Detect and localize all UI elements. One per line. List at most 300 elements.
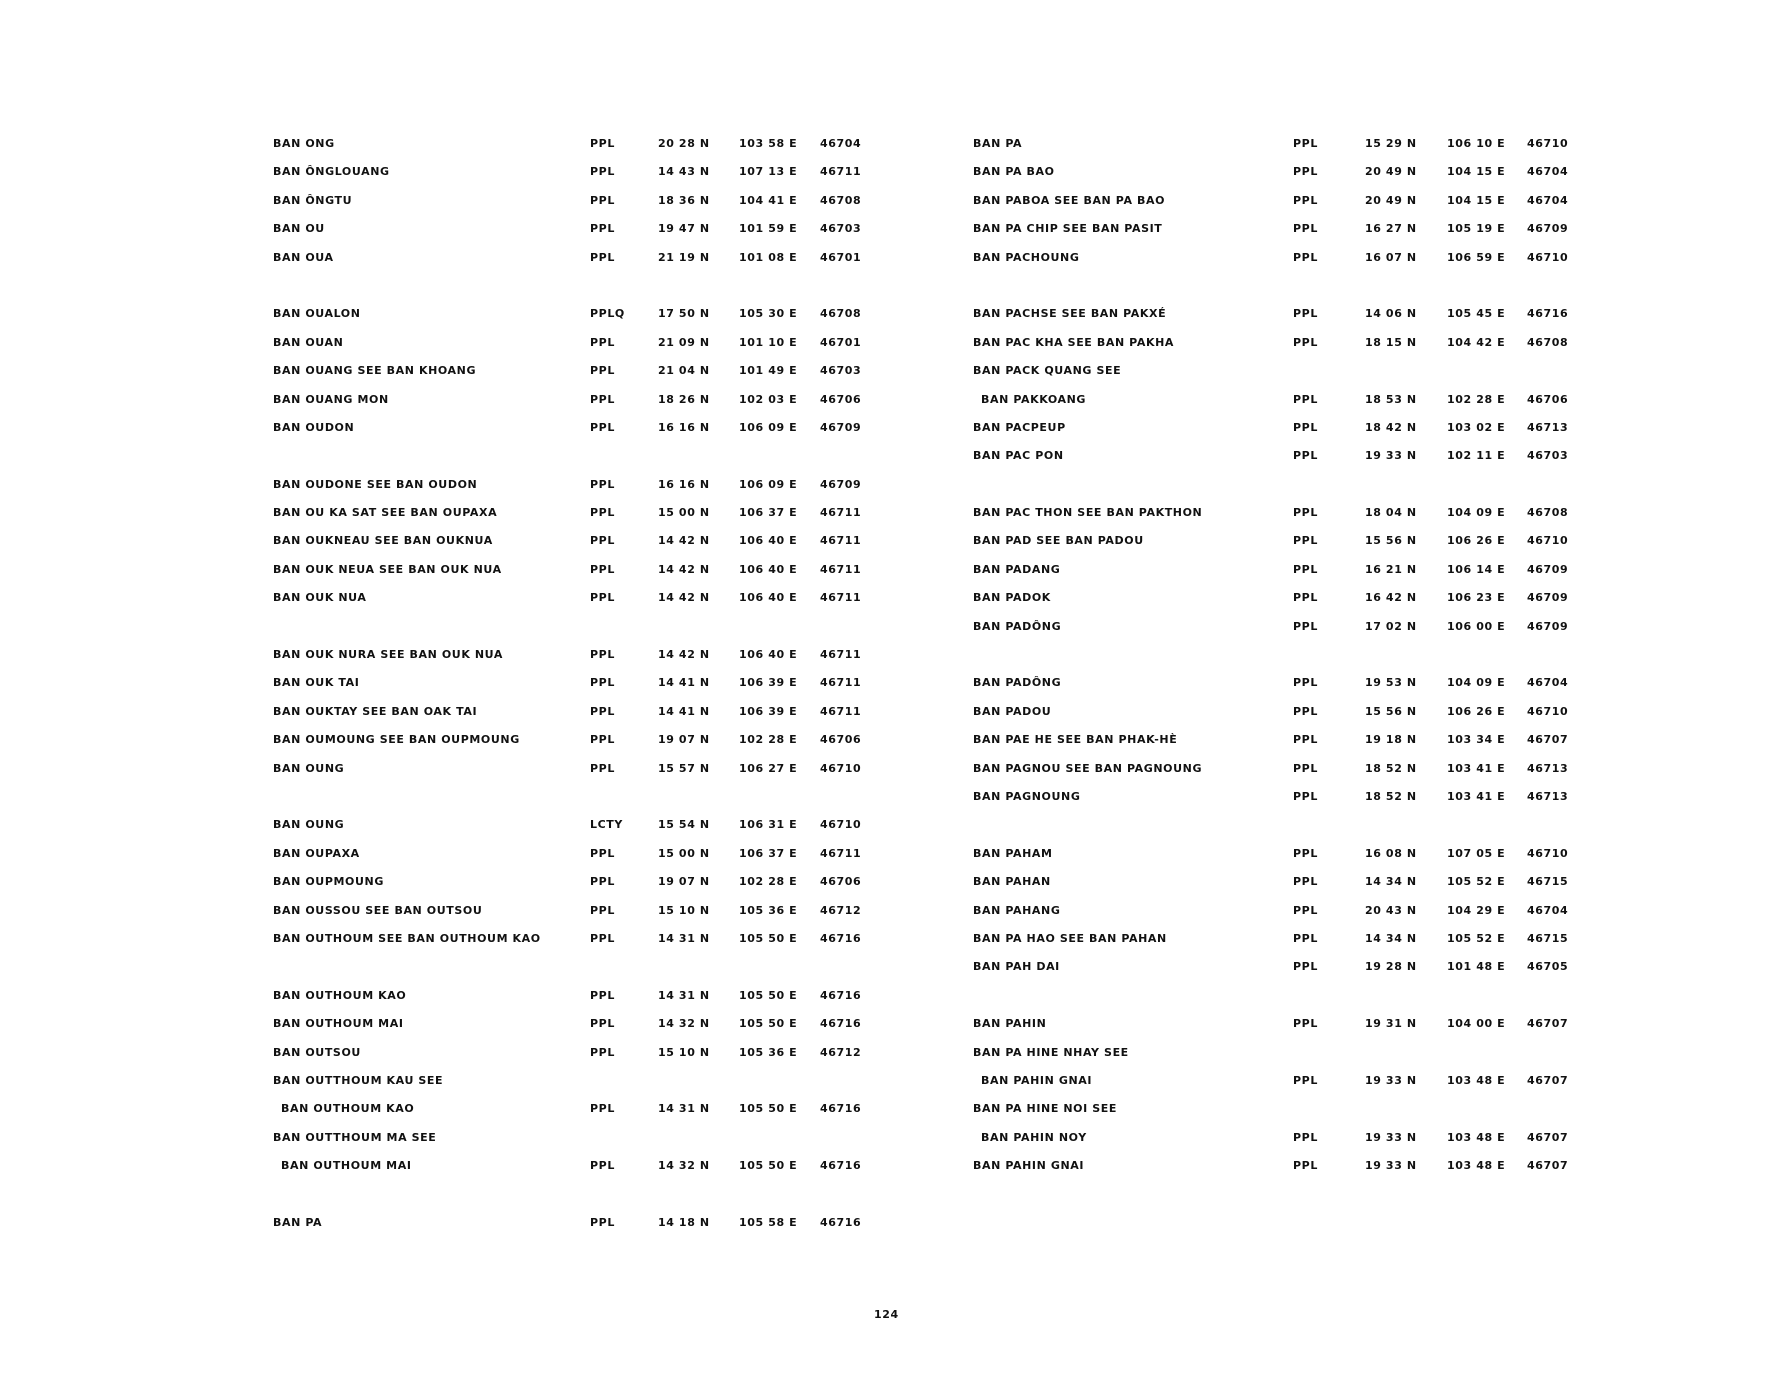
feature-type: PPL xyxy=(1293,960,1318,974)
longitude: 101 48 E xyxy=(1447,960,1506,974)
gazetteer-entry xyxy=(973,1045,1593,1073)
place-name: BAN PAC PON xyxy=(973,449,1064,463)
section-gap xyxy=(273,1186,873,1214)
latitude: 21 19 N xyxy=(658,250,710,264)
gazetteer-entry xyxy=(273,392,873,420)
feature-type: PPL xyxy=(1293,733,1318,747)
longitude: 107 13 E xyxy=(739,165,798,179)
feature-type: PPL xyxy=(590,846,615,860)
feature-type: PPL xyxy=(590,733,615,747)
place-name: BAN PACK QUANG SEE xyxy=(973,364,1122,378)
latitude: 16 16 N xyxy=(658,420,710,434)
longitude: 105 58 E xyxy=(739,1215,798,1229)
longitude: 106 27 E xyxy=(739,761,798,775)
longitude: 102 28 E xyxy=(1447,392,1506,406)
longitude: 105 36 E xyxy=(739,903,798,917)
feature-type: PPL xyxy=(1293,1130,1318,1144)
feature-type: PPL xyxy=(590,477,615,491)
feature-type: PPL xyxy=(1293,392,1318,406)
gazetteer-entry xyxy=(973,193,1593,221)
feature-type: PPL xyxy=(590,875,615,889)
section-gap xyxy=(973,477,1593,505)
map-sheet-code: 46710 xyxy=(1527,250,1569,264)
place-name: BAN PADANG xyxy=(973,562,1061,576)
map-sheet-code: 46716 xyxy=(820,1215,862,1229)
place-name: BAN ÔNGLOUANG xyxy=(273,165,390,179)
latitude: 20 49 N xyxy=(1365,165,1417,179)
place-name: BAN OUTTHOUM MA SEE xyxy=(273,1130,437,1144)
latitude: 16 07 N xyxy=(1365,250,1417,264)
gazetteer-entry xyxy=(973,675,1593,703)
latitude: 18 53 N xyxy=(1365,392,1417,406)
map-sheet-code: 46710 xyxy=(1527,704,1569,718)
longitude: 106 10 E xyxy=(1447,137,1506,150)
latitude: 18 04 N xyxy=(1365,506,1417,520)
map-sheet-code: 46716 xyxy=(820,1102,862,1116)
gazetteer-entry xyxy=(973,761,1593,789)
gazetteer-entry xyxy=(273,1101,873,1129)
longitude: 104 42 E xyxy=(1447,335,1506,349)
feature-type: PPL xyxy=(590,193,615,207)
map-sheet-code: 46708 xyxy=(820,193,862,207)
map-sheet-code: 46711 xyxy=(820,846,862,860)
longitude: 106 31 E xyxy=(739,818,798,832)
place-name: BAN PAHANG xyxy=(973,903,1061,917)
map-sheet-code: 46707 xyxy=(1527,1159,1569,1173)
gazetteer-entry xyxy=(273,335,873,363)
place-name: BAN PA xyxy=(273,1215,323,1229)
latitude: 18 26 N xyxy=(658,392,710,406)
map-sheet-code: 46712 xyxy=(820,1045,862,1059)
map-sheet-code: 46711 xyxy=(820,591,862,605)
place-name: BAN PA CHIP SEE BAN PASIT xyxy=(973,222,1163,236)
feature-type: PPL xyxy=(590,648,615,662)
feature-type: PPL xyxy=(590,250,615,264)
latitude: 14 41 N xyxy=(658,676,710,690)
gazetteer-entry xyxy=(273,193,873,221)
latitude: 17 50 N xyxy=(658,307,710,321)
place-name: BAN OUNG xyxy=(273,818,345,832)
gazetteer-entry xyxy=(273,221,873,249)
place-name: BAN OUANG MON xyxy=(273,392,389,406)
feature-type: PPL xyxy=(1293,875,1318,889)
place-name: BAN PAHIN xyxy=(973,1017,1047,1031)
feature-type: PPL xyxy=(590,704,615,718)
place-name: BAN OUTTHOUM KAU SEE xyxy=(273,1073,444,1087)
place-name: BAN PAKKOANG xyxy=(981,392,1087,406)
latitude: 18 42 N xyxy=(1365,420,1417,434)
map-sheet-code: 46710 xyxy=(1527,137,1569,150)
gazetteer-entry xyxy=(273,164,873,192)
place-name: BAN OUANG SEE BAN KHOANG xyxy=(273,364,477,378)
map-sheet-code: 46709 xyxy=(820,420,862,434)
gazetteer-entry xyxy=(973,789,1593,817)
map-sheet-code: 46710 xyxy=(820,761,862,775)
place-name: BAN PA HAO SEE BAN PAHAN xyxy=(973,931,1167,945)
place-name: BAN OUKTAY SEE BAN OAK TAI xyxy=(273,704,478,718)
feature-type: PPL xyxy=(590,591,615,605)
gazetteer-entry xyxy=(973,505,1593,533)
section-gap xyxy=(973,278,1593,306)
longitude: 105 45 E xyxy=(1447,307,1506,321)
place-name: BAN PACHOUNG xyxy=(973,250,1080,264)
map-sheet-code: 46716 xyxy=(820,1017,862,1031)
latitude: 19 28 N xyxy=(1365,960,1417,974)
feature-type: PPL xyxy=(1293,449,1318,463)
place-name: BAN PADOK xyxy=(973,591,1051,605)
gazetteer-entry xyxy=(973,1016,1593,1044)
map-sheet-code: 46710 xyxy=(1527,846,1569,860)
longitude: 107 05 E xyxy=(1447,846,1506,860)
feature-type: PPL xyxy=(590,1159,615,1173)
gazetteer-entry xyxy=(273,420,873,448)
latitude: 16 21 N xyxy=(1365,562,1417,576)
latitude: 14 42 N xyxy=(658,534,710,548)
latitude: 15 29 N xyxy=(1365,137,1417,150)
longitude: 106 37 E xyxy=(739,846,798,860)
gazetteer-entry xyxy=(973,420,1593,448)
map-sheet-code: 46711 xyxy=(820,562,862,576)
longitude: 106 40 E xyxy=(739,534,798,548)
gazetteer-entry xyxy=(273,647,873,675)
feature-type: PPL xyxy=(590,165,615,179)
gazetteer-entry xyxy=(273,1158,873,1186)
map-sheet-code: 46709 xyxy=(1527,562,1569,576)
gazetteer-entry xyxy=(973,903,1593,931)
map-sheet-code: 46715 xyxy=(1527,931,1569,945)
map-sheet-code: 46711 xyxy=(820,676,862,690)
longitude: 106 37 E xyxy=(739,506,798,520)
gazetteer-entry xyxy=(973,619,1593,647)
latitude: 15 00 N xyxy=(658,846,710,860)
latitude: 15 00 N xyxy=(658,506,710,520)
section-gap xyxy=(973,647,1593,675)
longitude: 106 39 E xyxy=(739,704,798,718)
map-sheet-code: 46701 xyxy=(820,335,862,349)
feature-type: PPL xyxy=(1293,591,1318,605)
section-gap xyxy=(973,817,1593,845)
map-sheet-code: 46706 xyxy=(1527,392,1569,406)
gazetteer-entry xyxy=(273,988,873,1016)
longitude: 105 50 E xyxy=(739,1017,798,1031)
place-name: BAN OUSSOU SEE BAN OUTSOU xyxy=(273,903,483,917)
longitude: 102 28 E xyxy=(739,875,798,889)
gazetteer-entry xyxy=(973,363,1593,391)
latitude: 14 31 N xyxy=(658,988,710,1002)
gazetteer-column-right xyxy=(973,136,1593,1186)
map-sheet-code: 46713 xyxy=(1527,789,1569,803)
place-name: BAN OUDONE SEE BAN OUDON xyxy=(273,477,478,491)
latitude: 20 43 N xyxy=(1365,903,1417,917)
place-name: BAN PADOU xyxy=(973,704,1052,718)
longitude: 104 41 E xyxy=(739,193,798,207)
longitude: 103 34 E xyxy=(1447,733,1506,747)
feature-type: PPL xyxy=(1293,137,1318,150)
feature-type: PPL xyxy=(1293,250,1318,264)
longitude: 105 30 E xyxy=(739,307,798,321)
latitude: 19 33 N xyxy=(1365,1159,1417,1173)
feature-type: PPL xyxy=(590,420,615,434)
map-sheet-code: 46707 xyxy=(1527,1073,1569,1087)
place-name: BAN OUTHOUM KAO xyxy=(273,988,407,1002)
gazetteer-entry xyxy=(273,846,873,874)
feature-type: PPL xyxy=(590,1017,615,1031)
map-sheet-code: 46710 xyxy=(1527,534,1569,548)
gazetteer-entry xyxy=(973,221,1593,249)
map-sheet-code: 46708 xyxy=(1527,506,1569,520)
feature-type: PPL xyxy=(590,1102,615,1116)
latitude: 16 08 N xyxy=(1365,846,1417,860)
gazetteer-entry xyxy=(273,533,873,561)
place-name: BAN PAHIN GNAI xyxy=(973,1159,1085,1173)
place-name: BAN OUK NEUA SEE BAN OUK NUA xyxy=(273,562,502,576)
feature-type: PPL xyxy=(1293,761,1318,775)
gazetteer-entry xyxy=(273,136,873,164)
latitude: 14 31 N xyxy=(658,931,710,945)
place-name: BAN OUA xyxy=(273,250,334,264)
latitude: 19 07 N xyxy=(658,875,710,889)
latitude: 19 18 N xyxy=(1365,733,1417,747)
map-sheet-code: 46704 xyxy=(820,137,862,150)
place-name: BAN PAGNOUNG xyxy=(973,789,1081,803)
map-sheet-code: 46712 xyxy=(820,903,862,917)
feature-type: PPL xyxy=(1293,704,1318,718)
feature-type: PPL xyxy=(590,137,615,150)
gazetteer-entry xyxy=(273,761,873,789)
latitude: 14 32 N xyxy=(658,1159,710,1173)
map-sheet-code: 46701 xyxy=(820,250,862,264)
longitude: 106 40 E xyxy=(739,648,798,662)
latitude: 15 56 N xyxy=(1365,534,1417,548)
place-name: BAN OUNG xyxy=(273,761,345,775)
longitude: 103 48 E xyxy=(1447,1130,1506,1144)
feature-type: PPL xyxy=(1293,534,1318,548)
gazetteer-entry xyxy=(973,562,1593,590)
map-sheet-code: 46716 xyxy=(820,988,862,1002)
latitude: 19 31 N xyxy=(1365,1017,1417,1031)
place-name: BAN PADÔNG xyxy=(973,619,1062,633)
gazetteer-entry xyxy=(973,590,1593,618)
feature-type: PPL xyxy=(1293,1017,1318,1031)
place-name: BAN PABOA SEE BAN PA BAO xyxy=(973,193,1166,207)
gazetteer-entry xyxy=(973,335,1593,363)
longitude: 106 00 E xyxy=(1447,619,1506,633)
longitude: 101 10 E xyxy=(739,335,798,349)
map-sheet-code: 46707 xyxy=(1527,1017,1569,1031)
longitude: 104 15 E xyxy=(1447,165,1506,179)
map-sheet-code: 46708 xyxy=(1527,335,1569,349)
map-sheet-code: 46703 xyxy=(820,222,862,236)
feature-type: PPL xyxy=(590,903,615,917)
longitude: 102 28 E xyxy=(739,733,798,747)
latitude: 14 43 N xyxy=(658,165,710,179)
feature-type: PPL xyxy=(1293,931,1318,945)
longitude: 103 41 E xyxy=(1447,761,1506,775)
gazetteer-entry xyxy=(273,1045,873,1073)
feature-type: PPL xyxy=(1293,193,1318,207)
latitude: 19 53 N xyxy=(1365,676,1417,690)
feature-type: PPL xyxy=(590,931,615,945)
place-name: BAN OUPMOUNG xyxy=(273,875,384,889)
map-sheet-code: 46711 xyxy=(820,704,862,718)
feature-type: PPL xyxy=(590,392,615,406)
longitude: 101 08 E xyxy=(739,250,798,264)
latitude: 14 42 N xyxy=(658,648,710,662)
feature-type: PPL xyxy=(590,761,615,775)
map-sheet-code: 46711 xyxy=(820,165,862,179)
latitude: 15 56 N xyxy=(1365,704,1417,718)
longitude: 106 40 E xyxy=(739,591,798,605)
map-sheet-code: 46713 xyxy=(1527,420,1569,434)
longitude: 104 15 E xyxy=(1447,193,1506,207)
map-sheet-code: 46709 xyxy=(820,477,862,491)
map-sheet-code: 46713 xyxy=(1527,761,1569,775)
feature-type: PPL xyxy=(1293,789,1318,803)
map-sheet-code: 46715 xyxy=(1527,875,1569,889)
gazetteer-entry xyxy=(273,250,873,278)
map-sheet-code: 46716 xyxy=(1527,307,1569,321)
latitude: 16 42 N xyxy=(1365,591,1417,605)
gazetteer-entry xyxy=(973,533,1593,561)
place-name: BAN OU xyxy=(273,222,325,236)
longitude: 104 29 E xyxy=(1447,903,1506,917)
gazetteer-entry xyxy=(973,1130,1593,1158)
longitude: 106 59 E xyxy=(1447,250,1506,264)
latitude: 20 28 N xyxy=(658,137,710,150)
latitude: 16 16 N xyxy=(658,477,710,491)
place-name: BAN OUK NUA xyxy=(273,591,367,605)
longitude: 101 59 E xyxy=(739,222,798,236)
map-sheet-code: 46716 xyxy=(820,1159,862,1173)
feature-type: PPL xyxy=(1293,1073,1318,1087)
place-name: BAN OUALON xyxy=(273,307,361,321)
longitude: 106 39 E xyxy=(739,676,798,690)
gazetteer-entry xyxy=(273,903,873,931)
place-name: BAN PA xyxy=(973,137,1023,150)
feature-type: PPL xyxy=(1293,335,1318,349)
latitude: 19 47 N xyxy=(658,222,710,236)
longitude: 104 09 E xyxy=(1447,676,1506,690)
feature-type: PPL xyxy=(1293,1159,1318,1173)
section-gap xyxy=(273,789,873,817)
latitude: 19 33 N xyxy=(1365,1130,1417,1144)
place-name: BAN OUKNEAU SEE BAN OUKNUA xyxy=(273,534,493,548)
place-name: BAN PADÔNG xyxy=(973,676,1062,690)
place-name: BAN PAHIN NOY xyxy=(981,1130,1087,1144)
map-sheet-code: 46704 xyxy=(1527,676,1569,690)
place-name: BAN OU KA SAT SEE BAN OUPAXA xyxy=(273,506,498,520)
latitude: 21 09 N xyxy=(658,335,710,349)
longitude: 104 00 E xyxy=(1447,1017,1506,1031)
map-sheet-code: 46709 xyxy=(1527,591,1569,605)
section-gap xyxy=(273,278,873,306)
feature-type: PPL xyxy=(1293,420,1318,434)
gazetteer-entry xyxy=(973,1158,1593,1186)
longitude: 103 41 E xyxy=(1447,789,1506,803)
map-sheet-code: 46709 xyxy=(1527,222,1569,236)
map-sheet-code: 46709 xyxy=(1527,619,1569,633)
feature-type: PPL xyxy=(590,534,615,548)
gazetteer-entry xyxy=(273,1215,873,1243)
section-gap xyxy=(973,988,1593,1016)
gazetteer-entry xyxy=(273,704,873,732)
feature-type: PPL xyxy=(590,364,615,378)
feature-type: PPLQ xyxy=(590,307,625,321)
latitude: 14 32 N xyxy=(658,1017,710,1031)
latitude: 14 06 N xyxy=(1365,307,1417,321)
feature-type: PPL xyxy=(590,1045,615,1059)
gazetteer-entry xyxy=(973,250,1593,278)
place-name: BAN OUTSOU xyxy=(273,1045,361,1059)
map-sheet-code: 46707 xyxy=(1527,1130,1569,1144)
longitude: 105 52 E xyxy=(1447,931,1506,945)
map-sheet-code: 46711 xyxy=(820,648,862,662)
place-name: BAN PACHSE SEE BAN PAKXÉ xyxy=(973,307,1167,321)
feature-type: PPL xyxy=(590,506,615,520)
latitude: 15 10 N xyxy=(658,1045,710,1059)
latitude: 19 33 N xyxy=(1365,449,1417,463)
place-name: BAN OUTHOUM KAO xyxy=(281,1102,415,1116)
feature-type: PPL xyxy=(1293,165,1318,179)
map-sheet-code: 46711 xyxy=(820,534,862,548)
longitude: 105 50 E xyxy=(739,988,798,1002)
place-name: BAN PAHAM xyxy=(973,846,1053,860)
place-name: BAN ÔNGTU xyxy=(273,193,353,207)
gazetteer-entry xyxy=(973,306,1593,334)
latitude: 19 07 N xyxy=(658,733,710,747)
longitude: 105 50 E xyxy=(739,1159,798,1173)
longitude: 106 14 E xyxy=(1447,562,1506,576)
place-name: BAN PA BAO xyxy=(973,165,1055,179)
feature-type: PPL xyxy=(590,562,615,576)
place-name: BAN OUTHOUM MAI xyxy=(273,1017,404,1031)
place-name: BAN PAD SEE BAN PADOU xyxy=(973,534,1144,548)
map-sheet-code: 46710 xyxy=(820,818,862,832)
map-sheet-code: 46704 xyxy=(1527,193,1569,207)
gazetteer-entry xyxy=(973,874,1593,902)
gazetteer-entry xyxy=(273,817,873,845)
place-name: BAN OUTHOUM MAI xyxy=(281,1159,412,1173)
feature-type: PPL xyxy=(590,676,615,690)
latitude: 14 34 N xyxy=(1365,875,1417,889)
latitude: 14 31 N xyxy=(658,1102,710,1116)
feature-type: PPL xyxy=(1293,619,1318,633)
latitude: 14 34 N xyxy=(1365,931,1417,945)
longitude: 101 49 E xyxy=(739,364,798,378)
map-sheet-code: 46706 xyxy=(820,733,862,747)
gazetteer-entry xyxy=(273,732,873,760)
map-sheet-code: 46716 xyxy=(820,931,862,945)
longitude: 105 36 E xyxy=(739,1045,798,1059)
longitude: 106 23 E xyxy=(1447,591,1506,605)
gazetteer-entry xyxy=(973,164,1593,192)
place-name: BAN PACPEUP xyxy=(973,420,1066,434)
latitude: 19 33 N xyxy=(1365,1073,1417,1087)
gazetteer-entry xyxy=(973,959,1593,987)
map-sheet-code: 46703 xyxy=(820,364,862,378)
section-gap xyxy=(273,959,873,987)
longitude: 105 50 E xyxy=(739,931,798,945)
gazetteer-entry xyxy=(273,306,873,334)
place-name: BAN PAHAN xyxy=(973,875,1051,889)
latitude: 14 41 N xyxy=(658,704,710,718)
feature-type: PPL xyxy=(1293,562,1318,576)
map-sheet-code: 46707 xyxy=(1527,733,1569,747)
latitude: 18 15 N xyxy=(1365,335,1417,349)
longitude: 103 48 E xyxy=(1447,1159,1506,1173)
longitude: 106 09 E xyxy=(739,477,798,491)
map-sheet-code: 46703 xyxy=(1527,449,1569,463)
